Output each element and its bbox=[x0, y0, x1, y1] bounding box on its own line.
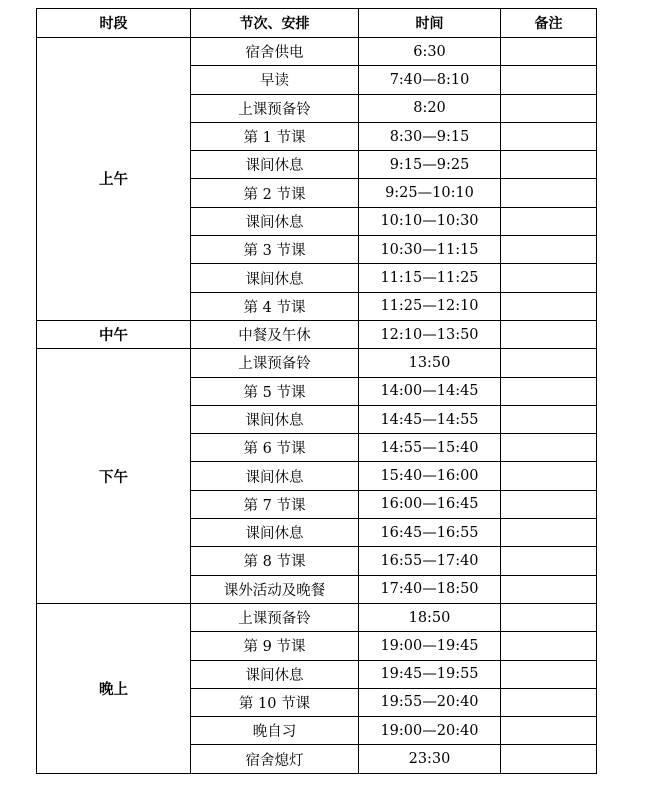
header-notes: 备注 bbox=[501, 9, 597, 38]
notes-cell bbox=[501, 66, 597, 94]
notes-cell bbox=[501, 151, 597, 179]
time-cell: 8:20 bbox=[359, 94, 501, 122]
time-cell: 13:50 bbox=[359, 349, 501, 377]
time-cell: 19:55—20:40 bbox=[359, 688, 501, 716]
time-cell: 16:55—17:40 bbox=[359, 547, 501, 575]
time-cell: 8:30—9:15 bbox=[359, 122, 501, 150]
session-cell: 中餐及午休 bbox=[191, 320, 359, 348]
session-cell: 第 6 节课 bbox=[191, 434, 359, 462]
time-cell: 11:25—12:10 bbox=[359, 292, 501, 320]
notes-cell bbox=[501, 603, 597, 631]
session-cell: 课间休息 bbox=[191, 405, 359, 433]
notes-cell bbox=[501, 745, 597, 773]
header-row bbox=[37, 9, 597, 38]
time-cell: 12:10—13:50 bbox=[359, 320, 501, 348]
session-cell: 第 4 节课 bbox=[191, 292, 359, 320]
session-cell: 上课预备铃 bbox=[191, 94, 359, 122]
session-cell: 课间休息 bbox=[191, 519, 359, 547]
time-cell: 6:30 bbox=[359, 38, 501, 66]
notes-cell bbox=[501, 349, 597, 377]
time-cell: 14:00—14:45 bbox=[359, 377, 501, 405]
session-cell: 第 2 节课 bbox=[191, 179, 359, 207]
notes-cell bbox=[501, 660, 597, 688]
session-cell: 上课预备铃 bbox=[191, 349, 359, 377]
session-cell: 第 1 节课 bbox=[191, 122, 359, 150]
period-cell: 上午 bbox=[37, 38, 191, 321]
session-cell: 第 5 节课 bbox=[191, 377, 359, 405]
table-row bbox=[37, 320, 597, 348]
notes-cell bbox=[501, 377, 597, 405]
time-cell: 9:15—9:25 bbox=[359, 151, 501, 179]
period-cell: 中午 bbox=[37, 320, 191, 348]
session-cell: 课间休息 bbox=[191, 462, 359, 490]
notes-cell bbox=[501, 519, 597, 547]
header-session: 节次、安排 bbox=[191, 9, 359, 38]
period-cell: 下午 bbox=[37, 349, 191, 604]
session-cell: 第 9 节课 bbox=[191, 632, 359, 660]
session-cell: 第 8 节课 bbox=[191, 547, 359, 575]
session-cell: 第 3 节课 bbox=[191, 236, 359, 264]
notes-cell bbox=[501, 236, 597, 264]
notes-cell bbox=[501, 490, 597, 518]
schedule-body bbox=[37, 38, 597, 774]
session-cell: 宿舍熄灯 bbox=[191, 745, 359, 773]
schedule-table bbox=[36, 8, 597, 774]
session-cell: 晚自习 bbox=[191, 717, 359, 745]
header-period: 时段 bbox=[37, 9, 191, 38]
time-cell: 7:40—8:10 bbox=[359, 66, 501, 94]
notes-cell bbox=[501, 575, 597, 603]
time-cell: 10:10—10:30 bbox=[359, 207, 501, 235]
table-row bbox=[37, 349, 597, 377]
time-cell: 10:30—11:15 bbox=[359, 236, 501, 264]
time-cell: 9:25—10:10 bbox=[359, 179, 501, 207]
notes-cell bbox=[501, 632, 597, 660]
session-cell: 课间休息 bbox=[191, 264, 359, 292]
session-cell: 课外活动及晚餐 bbox=[191, 575, 359, 603]
time-cell: 17:40—18:50 bbox=[359, 575, 501, 603]
session-cell: 课间休息 bbox=[191, 207, 359, 235]
notes-cell bbox=[501, 94, 597, 122]
notes-cell bbox=[501, 207, 597, 235]
session-cell: 课间休息 bbox=[191, 660, 359, 688]
time-cell: 19:00—20:40 bbox=[359, 717, 501, 745]
notes-cell bbox=[501, 688, 597, 716]
session-cell: 课间休息 bbox=[191, 151, 359, 179]
notes-cell bbox=[501, 717, 597, 745]
session-cell: 宿舍供电 bbox=[191, 38, 359, 66]
session-cell: 第 7 节课 bbox=[191, 490, 359, 518]
notes-cell bbox=[501, 264, 597, 292]
notes-cell bbox=[501, 38, 597, 66]
time-cell: 11:15—11:25 bbox=[359, 264, 501, 292]
time-cell: 23:30 bbox=[359, 745, 501, 773]
time-cell: 19:45—19:55 bbox=[359, 660, 501, 688]
notes-cell bbox=[501, 122, 597, 150]
table-row bbox=[37, 603, 597, 631]
session-cell: 第 10 节课 bbox=[191, 688, 359, 716]
session-cell: 早读 bbox=[191, 66, 359, 94]
time-cell: 16:45—16:55 bbox=[359, 519, 501, 547]
session-cell: 上课预备铃 bbox=[191, 603, 359, 631]
notes-cell bbox=[501, 179, 597, 207]
time-cell: 19:00—19:45 bbox=[359, 632, 501, 660]
period-cell: 晚上 bbox=[37, 603, 191, 773]
notes-cell bbox=[501, 462, 597, 490]
time-cell: 18:50 bbox=[359, 603, 501, 631]
time-cell: 15:40—16:00 bbox=[359, 462, 501, 490]
time-cell: 16:00—16:45 bbox=[359, 490, 501, 518]
notes-cell bbox=[501, 320, 597, 348]
time-cell: 14:45—14:55 bbox=[359, 405, 501, 433]
notes-cell bbox=[501, 292, 597, 320]
table-row bbox=[37, 38, 597, 66]
notes-cell bbox=[501, 547, 597, 575]
header-time: 时间 bbox=[359, 9, 501, 38]
notes-cell bbox=[501, 405, 597, 433]
notes-cell bbox=[501, 434, 597, 462]
time-cell: 14:55—15:40 bbox=[359, 434, 501, 462]
